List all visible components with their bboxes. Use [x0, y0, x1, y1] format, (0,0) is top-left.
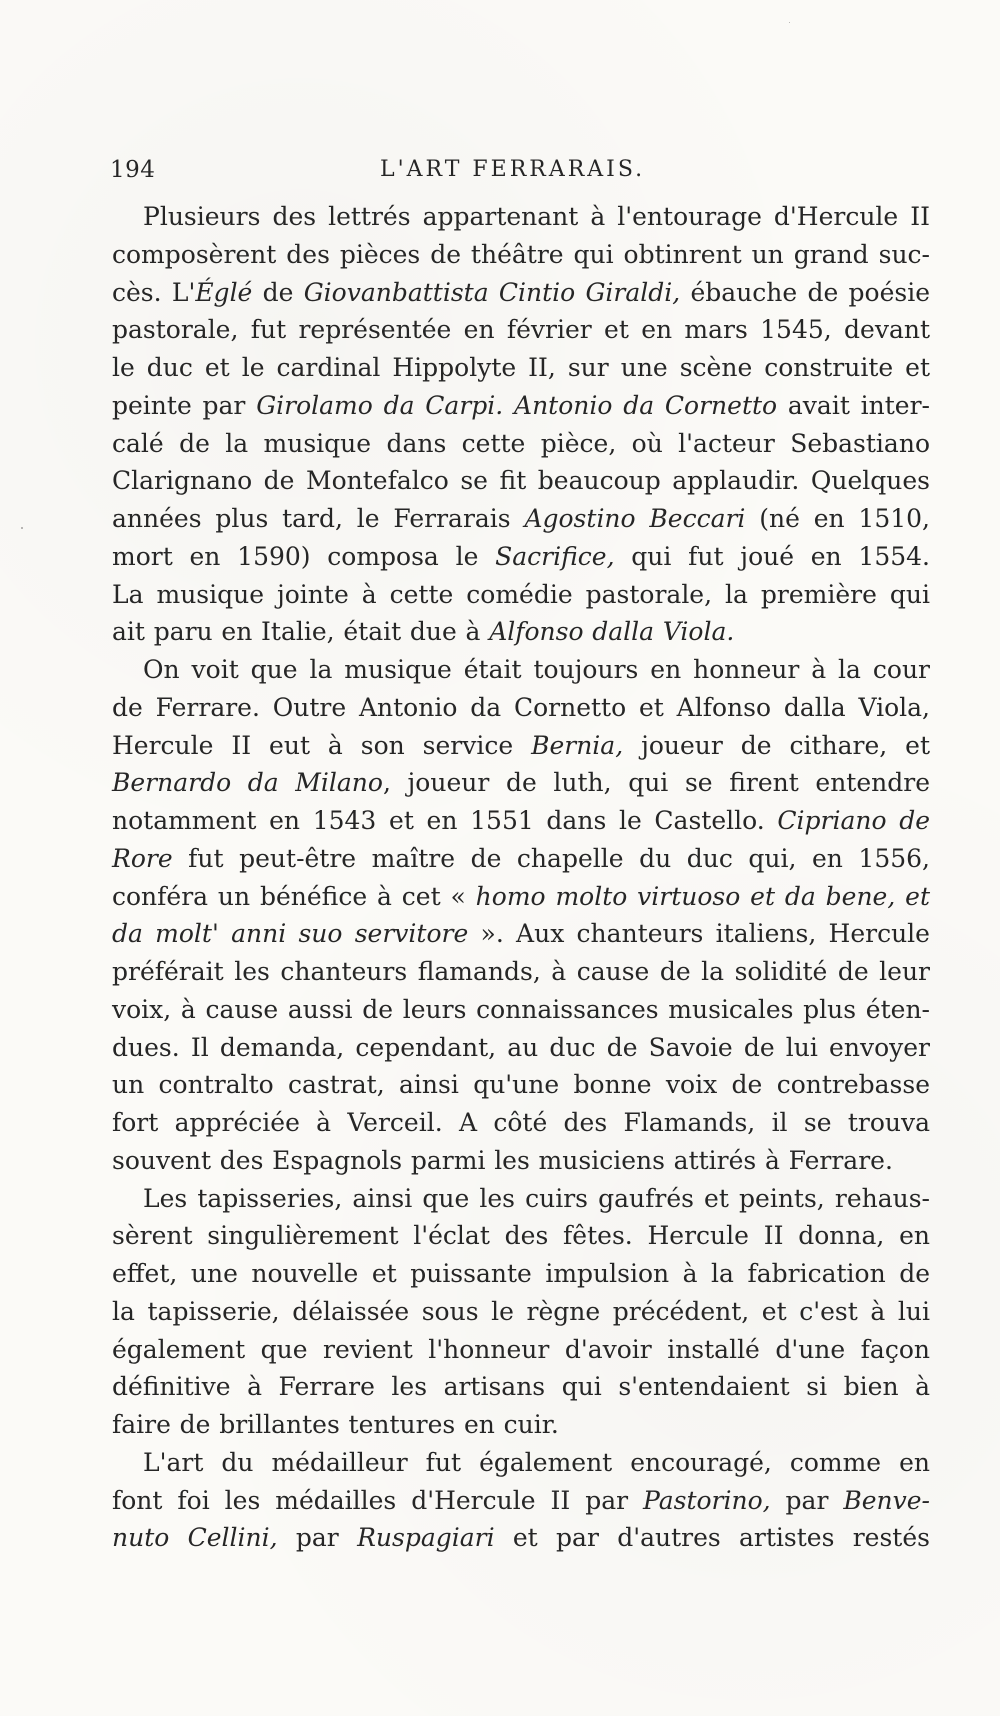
text-line [112, 727, 930, 765]
text-segment: définitive à Ferrare les artisans qui s'entendaient si bien à [112, 1372, 930, 1402]
paragraph [112, 1180, 930, 1444]
text-segment: ait paru en Italie, était due à [112, 617, 490, 647]
text-segment: ». Aux chanteurs italiens, Hercule [468, 919, 930, 949]
print-speck [789, 22, 790, 23]
text-line [112, 1142, 930, 1180]
italic-text: Benve- [843, 1485, 931, 1515]
text-segment: souvent des Espagnols parmi les musiciens attirés à Ferrare. [112, 1145, 893, 1175]
text-line [112, 1368, 930, 1406]
text-line [112, 689, 930, 727]
text-line [112, 915, 930, 953]
text-line [112, 1482, 930, 1520]
print-speck [21, 527, 23, 529]
text-line [112, 840, 930, 878]
italic-text: Agostino Beccari [524, 504, 746, 533]
text-line [112, 1255, 930, 1293]
text-segment: de [252, 277, 304, 307]
text-line [112, 1217, 930, 1255]
text-line [112, 878, 930, 916]
text-segment: dues. Il demanda, cependant, au duc de Savoie de lui envoyer [112, 1032, 930, 1062]
italic-text: Girolamo da Carpi. Antonio da Cornetto [256, 390, 778, 420]
text-line [112, 1029, 930, 1067]
text-segment: effet, une nouvelle et puissante impulsion à la fabrication de [112, 1259, 930, 1288]
text-segment: composèrent des pièces de théâtre qui obtinrent un grand suc- [112, 239, 930, 269]
text-line [112, 991, 930, 1029]
text-segment: joueur de cithare, et [623, 730, 930, 760]
italic-text: Rore [112, 843, 173, 873]
text-segment: le duc et le cardinal Hippolyte II, sur une scène construite et [112, 353, 930, 382]
page-number: 194 [110, 157, 156, 183]
italic-text: Ruspagiari [357, 1523, 495, 1553]
text-line [112, 538, 930, 576]
text-segment: mort en 1590) composa le [112, 541, 496, 571]
text-line [112, 425, 930, 463]
text-segment: notamment en 1543 et en 1551 dans le Castello. [112, 806, 778, 835]
text-segment: cès. L' [112, 277, 196, 307]
text-line [112, 576, 930, 614]
italic-text: Cipriano de [777, 806, 930, 835]
text-segment: par [770, 1485, 844, 1515]
text-segment: font foi les médailles d'Hercule II par [112, 1485, 644, 1515]
text-segment: également que revient l'honneur d'avoir installé d'une façon [112, 1334, 930, 1364]
text-segment: fut peut-être maître de chapelle du duc qui, en 1556, [172, 843, 930, 873]
text-segment: L'art du médailleur fut également encouragé, comme en [143, 1447, 930, 1477]
text-segment: , joueur de luth, qui se firent entendre [382, 768, 930, 798]
body-text [112, 198, 930, 1557]
italic-text: homo molto virtuoso et da bene, et [475, 881, 931, 911]
text-segment: Hercule II eut à son service [112, 730, 532, 760]
text-line [112, 274, 930, 312]
paragraph [112, 1444, 930, 1557]
text-segment: peinte par [112, 390, 257, 420]
paragraph [112, 198, 930, 651]
text-line [112, 953, 930, 991]
text-line [112, 1180, 930, 1218]
text-segment: voix, à cause aussi de leurs connaissances musicales plus éten- [112, 994, 930, 1024]
text-segment: (né en 1510, [745, 504, 931, 533]
italic-text: da molt' anni suo servitore [112, 919, 469, 949]
text-segment: Plusieurs des lettrés appartenant à l'entourage d'Hercule II [143, 202, 930, 231]
text-segment: calé de la musique dans cette pièce, où l'acteur Sebastiano [112, 428, 930, 458]
text-line [112, 1406, 930, 1444]
text-segment: sèrent singulièrement l'éclat des fêtes. Hercule II donna, en [112, 1221, 930, 1251]
text-segment: La musique jointe à cette comédie pastorale, la première qui [112, 579, 930, 609]
italic-text: nuto Cellini, [112, 1523, 278, 1553]
italic-text: Églé [195, 277, 253, 307]
text-segment: préférait les chanteurs flamands, à cause de la solidité de leur [112, 957, 930, 986]
text-segment: ébauche de poésie [680, 277, 930, 307]
italic-text: Pastorino, [643, 1485, 771, 1515]
text-line [112, 1519, 930, 1557]
text-line [112, 1444, 930, 1482]
italic-text: Giovanbattista Cintio Giraldi, [303, 277, 681, 307]
text-segment: par [277, 1523, 358, 1553]
text-segment: années plus tard, le Ferrarais [112, 504, 525, 533]
italic-text: Bernia, [531, 730, 624, 760]
text-segment: la tapisserie, délaissée sous le règne précédent, et c'est à lui [112, 1296, 930, 1326]
text-line [112, 198, 930, 236]
paragraph [112, 651, 930, 1180]
text-segment: On voit que la musique était toujours en honneur à la cour [143, 655, 930, 684]
text-line [112, 236, 930, 274]
text-segment: conféra un bénéfice à cet « [112, 881, 476, 911]
text-segment: avait inter- [777, 390, 930, 420]
text-segment: un contralto castrat, ainsi qu'une bonne voix de contrebasse [112, 1070, 930, 1100]
text-line [112, 311, 930, 349]
text-segment: faire de brillantes tentures en cuir. [112, 1410, 559, 1439]
page-header [110, 157, 928, 187]
text-line [112, 1293, 930, 1331]
text-segment: fort appréciée à Verceil. A côté des Flamands, il se trouva [112, 1108, 930, 1137]
text-line [112, 1066, 930, 1104]
text-line [112, 462, 930, 500]
text-segment: et par d'autres artistes restés [494, 1523, 930, 1553]
italic-text: Alfonso dalla Viola. [489, 617, 735, 647]
text-segment: de Ferrare. Outre Antonio da Cornetto et Alfonso dalla Viola, [112, 692, 930, 722]
text-segment: Clarignano de Montefalco se fit beaucoup applaudir. Quelques [112, 466, 930, 496]
text-line [112, 651, 930, 689]
running-title: L'ART FERRARAIS. [380, 157, 646, 182]
text-segment: pastorale, fut représentée en février et en mars 1545, devant [112, 315, 930, 345]
text-line [112, 349, 930, 387]
text-line [112, 387, 930, 425]
italic-text: Bernardo da Milano [112, 768, 383, 798]
text-segment: qui fut joué en 1554. [614, 541, 930, 571]
text-line [112, 1331, 930, 1369]
text-segment: Les tapisseries, ainsi que les cuirs gaufrés et peints, rehaus- [143, 1183, 930, 1213]
italic-text: Sacrifice, [495, 541, 615, 571]
text-line [112, 802, 930, 840]
text-line [112, 764, 930, 802]
text-line [112, 1104, 930, 1142]
text-line [112, 500, 930, 538]
text-line [112, 613, 930, 651]
